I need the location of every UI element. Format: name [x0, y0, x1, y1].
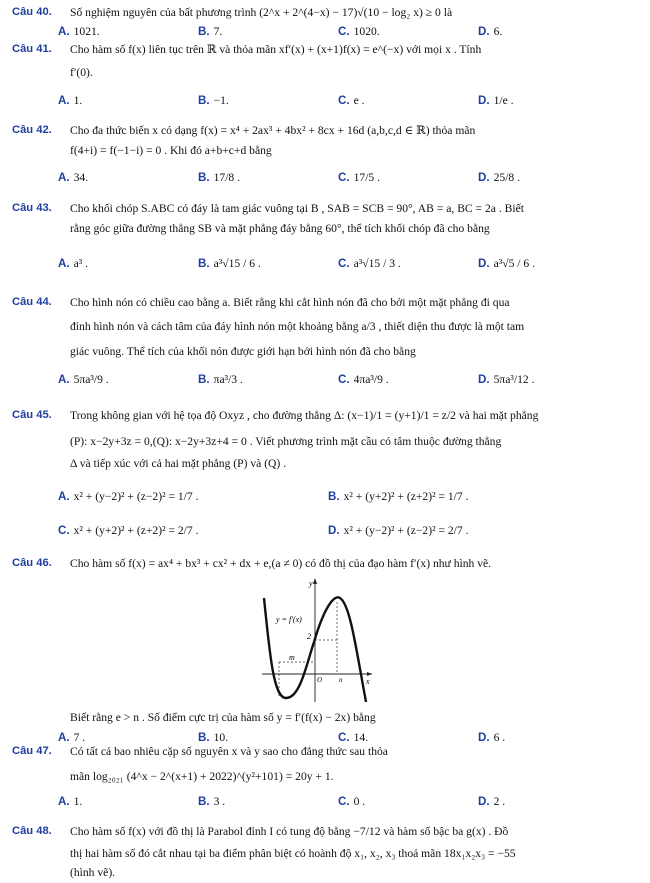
options-42 [58, 171, 630, 184]
options-41 [58, 94, 630, 107]
question-text-cont: Δ và tiếp xúc với cả hai mặt phẳng (P) và (Q) . [70, 457, 287, 470]
option-b[interactable]: B. −1. [198, 94, 229, 107]
question-text-cont: đỉnh hình nón và cách tâm của đáy hình nón một khoảng bằng a/3 , thiết diện thu được là một tam [70, 320, 525, 333]
question-text-cont: rằng góc giữa đường thẳng SB và mặt phẳng đáy bằng 60°, thể tích khối chóp đã cho bằng [70, 222, 490, 235]
options-47 [58, 795, 630, 808]
question-text: Cho hình nón có chiều cao bằng a. Biết rằng khi cắt hình nón đã cho bởi một mặt phẳng đi qua [70, 296, 510, 309]
option-c[interactable]: C. e . [338, 94, 365, 107]
option-d[interactable]: D. 1/e . [478, 94, 514, 107]
option-b[interactable]: B. 17/8 . [198, 171, 241, 184]
option-b[interactable]: B. 3 . [198, 795, 226, 808]
y-axis-arrow [313, 578, 317, 584]
question-number: Câu 44. [12, 296, 52, 308]
options-44 [58, 373, 630, 386]
y-axis-label: y [309, 579, 313, 588]
curve-label: y = f′(x) [276, 615, 302, 624]
question-42 [12, 124, 642, 137]
question-text: Cho khối chóp S.ABC có đáy là tam giác vuông tại B , SAB = SCB = 90°, AB = a, BC = 2a . Biết [70, 202, 524, 215]
option-c[interactable]: C. 1020. [338, 25, 380, 38]
question-number: Câu 45. [12, 409, 52, 421]
question-text-cont: f(4+i) = f(−1−i) = 0 . Khi đó a+b+c+d bằng [70, 144, 272, 157]
option-a[interactable]: A. 1021. [58, 25, 100, 38]
option-c[interactable]: C. 17/5 . [338, 171, 381, 184]
options-40 [58, 25, 630, 38]
option-d[interactable]: D. 6 . [478, 731, 506, 744]
options-43 [58, 257, 630, 270]
option-b[interactable]: B. πa³/3 . [198, 373, 243, 386]
option-d[interactable]: D. 6. [478, 25, 503, 38]
option-a[interactable]: A. 5πa³/9 . [58, 373, 109, 386]
option-a[interactable]: A. x² + (y−2)² + (z−2)² = 1/7 . [58, 490, 199, 503]
question-46 [12, 557, 642, 570]
x-axis-label: x [366, 677, 370, 686]
question-text-cont: thị hai hàm số đó cắt nhau tại ba điểm phân biệt có hoành độ x₁, x₂, x₃ thoả mãn 18x₁x₂x₃ = −55 [70, 847, 516, 860]
option-b[interactable]: B. 7. [198, 25, 223, 38]
question-text: Số nghiệm nguyên của bất phương trình (2^x + 2^(4−x) − 17)√(10 − log₂ x) ≥ 0 là [70, 6, 453, 19]
option-b[interactable]: B. x² + (y+2)² + (z+2)² = 1/7 . [328, 490, 469, 503]
option-c[interactable]: C. 14. [338, 731, 369, 744]
options-46 [58, 731, 630, 744]
question-41 [12, 43, 642, 56]
question-text: Cho đa thức biến x có dạng f(x) = x⁴ + 2ax³ + 4bx² + 8cx + 16d (a,b,c,d ∈ ℝ) thỏa mãn [70, 124, 476, 137]
option-c[interactable]: C. x² + (y+2)² + (z+2)² = 2/7 . [58, 524, 199, 537]
option-d[interactable]: D. a³√5 / 6 . [478, 257, 535, 270]
derivative-graph [262, 578, 372, 702]
question-text-cont: giác vuông. Thể tích của khối nón được giới hạn bởi hình nón đã cho bằng [70, 345, 416, 358]
question-text-cont: (hình vẽ). [70, 866, 116, 879]
tick-two: 2 [307, 632, 311, 641]
question-45 [12, 409, 642, 422]
origin-label: O [317, 676, 323, 684]
question-48 [12, 825, 642, 838]
option-a[interactable]: A. 34. [58, 171, 89, 184]
option-d[interactable]: D. 5πa³/12 . [478, 373, 535, 386]
option-d[interactable]: D. 2 . [478, 795, 506, 808]
option-b[interactable]: B. 10. [198, 731, 229, 744]
question-text: Cho hàm số f(x) với đồ thị là Parabol đỉnh I có tung độ bằng −7/12 và hàm số bậc ba g(x) . Đồ [70, 825, 509, 838]
question-text-cont: Biết rằng e > n . Số điểm cực trị của hàm số y = f′(f(x) − 2x) bằng [70, 711, 376, 724]
question-text: Có tất cả bao nhiêu cặp số nguyên x và y sao cho đẳng thức sau thỏa [70, 745, 388, 758]
option-a[interactable]: A. a³ . [58, 257, 89, 270]
option-d[interactable]: D. x² + (y−2)² + (z−2)² = 2/7 . [328, 524, 469, 537]
x-axis-arrow [367, 672, 372, 676]
question-number: Câu 46. [12, 557, 52, 569]
question-text-cont: f′(0). [70, 66, 93, 79]
option-a[interactable]: A. 1. [58, 795, 83, 808]
question-number: Câu 42. [12, 124, 52, 136]
question-number: Câu 48. [12, 825, 52, 837]
question-40 [12, 6, 642, 19]
question-47 [12, 745, 642, 758]
option-a[interactable]: A. 1. [58, 94, 83, 107]
option-c[interactable]: C. 0 . [338, 795, 366, 808]
question-text-cont: mãn log₂₀₂₁ (4^x − 2^(x+1) + 2022)^(y²+101) = 20y + 1. [70, 770, 334, 783]
question-number: Câu 41. [12, 43, 52, 55]
option-a[interactable]: A. 7 . [58, 731, 86, 744]
options-45 [58, 490, 630, 540]
question-43 [12, 202, 642, 215]
question-44 [12, 296, 642, 309]
question-number: Câu 40. [12, 6, 52, 18]
question-text: Cho hàm số f(x) liên tục trên ℝ và thỏa mãn xf′(x) + (x+1)f(x) = e^(−x) với mọi x . Tính [70, 43, 482, 56]
option-d[interactable]: D. 25/8 . [478, 171, 521, 184]
option-c[interactable]: C. a³√15 / 3 . [338, 257, 401, 270]
question-text-cont: (P): x−2y+3z = 0,(Q): x−2y+3z+4 = 0 . Viết phương trình mặt cầu có tâm thuộc đường thẳng [70, 435, 502, 448]
question-text: Trong không gian với hệ tọa độ Oxyz , cho đường thẳng Δ: (x−1)/1 = (y+1)/1 = z/2 và hai mặt phẳng [70, 409, 539, 422]
tick-n: n [339, 676, 343, 684]
question-text: Cho hàm số f(x) = ax⁴ + bx³ + cx² + dx + e,(a ≠ 0) có đồ thị của đạo hàm f′(x) như hình vẽ. [70, 557, 492, 570]
option-c[interactable]: C. 4πa³/9 . [338, 373, 389, 386]
question-number: Câu 43. [12, 202, 52, 214]
option-b[interactable]: B. a³√15 / 6 . [198, 257, 261, 270]
question-number: Câu 47. [12, 745, 52, 757]
tick-m: m [289, 653, 295, 662]
